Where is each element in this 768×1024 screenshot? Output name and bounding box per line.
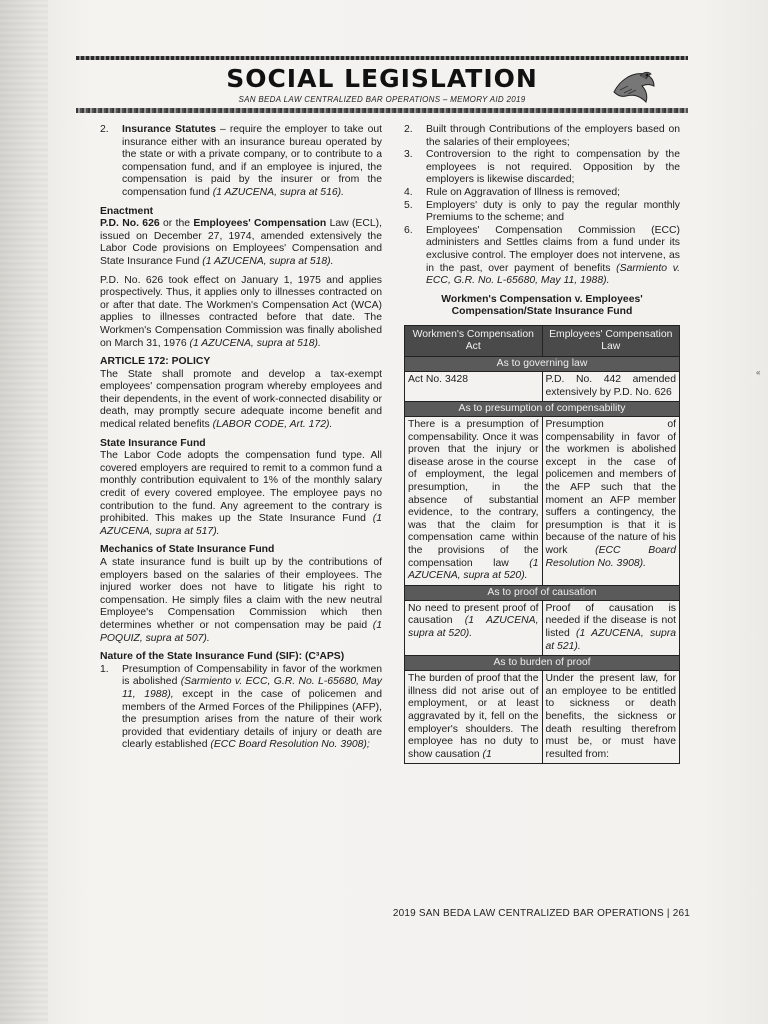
table-band-row — [405, 585, 680, 600]
term: Insurance Statutes — [122, 124, 217, 135]
citation: (ECC Board Resolution No. 3908). — [545, 545, 676, 569]
table-cell: P.D. No. 442 amended extensively by P.D. No. 626 — [542, 371, 680, 401]
citation: (1 AZUCENA, supra at 521). — [545, 628, 676, 652]
paragraph — [100, 218, 382, 268]
column-header: Employees' Compensation Law — [542, 325, 680, 356]
list-item — [404, 124, 680, 149]
list-text: Built through Contributions of the employers based on the salaries of their employees; — [426, 124, 680, 148]
body-text: – require the employer to take out insurance either with an insurance bureau operated by the state or with a private company, or to contribute to a compensation fund, and if an employee is injured, the compensation is paid by the insurer or from the compensation fund — [122, 124, 383, 198]
page-header — [76, 50, 688, 114]
table-cell — [542, 417, 680, 586]
body-text: A state insurance fund is built up by the contributions of employers based on the salaries of their employees. The injured worker does not have to litigate his right to compensation. He simply files a claim with the new neutral Employee's Compensation Commission which then determines whether or not compensation may be paid — [100, 557, 382, 631]
table-row — [405, 600, 680, 655]
citation: (Sarmiento v. ECC, G.R. No. L-65680, May 11, 1988), — [122, 676, 383, 700]
list-number: 5. — [404, 199, 413, 211]
section-heading: Nature of the State Insurance Fund (SIF): (C³APS) — [100, 651, 345, 663]
body-text: The State shall promote and develop a tax-exempt employees' compensation program whereby employees and their dependents, in the event of work-connected disability or death, may promptly secure adequate income benefit and medical related benefits — [100, 368, 382, 431]
table-band-row — [405, 656, 680, 671]
citation: (1 AZUCENA, supra at 518). — [189, 337, 321, 349]
table-band: As to proof of causation — [405, 585, 680, 600]
body-text: or the — [159, 218, 194, 230]
table-band: As to presumption of compensability — [405, 402, 680, 417]
list-text: Controversion to the right to compensation by the employees is not required. Opposition by the employers is likewise discarded; — [426, 149, 680, 186]
list-text — [122, 124, 382, 200]
list-item — [404, 187, 680, 200]
list-number: 2. — [100, 124, 109, 135]
body-text: P.D. No. 626 took effect on January 1, 1975 and applies prospectively. Thus, it applies only to illnesses contracted on or after that date. The Workmen's Compensation Act (WCA) applies to illnesses contracted before that date. The Workmen's Compensation Commission was finally abolished on March 31, 1976 — [100, 274, 382, 349]
citation: (1 AZUCENA, supra at 520). — [408, 557, 539, 582]
table-cell: Under the present law, for an employee to be entitled to sickness or death benefits, the sickness or death resulting therefrom must be, or must have resulted from: — [542, 671, 680, 764]
body-text: Law (ECL), issued on December 27, 1974, amended extensively the Labor Code provisions on Employees' Compensation and State Insurance Fund — [100, 218, 382, 267]
list-text: Employers' duty is only to pay the regular monthly Premiums to the scheme; and — [426, 199, 680, 224]
cell-text: No need to present proof of causation — [408, 602, 539, 627]
scan-edge-shadow — [0, 0, 48, 1024]
list-item — [404, 149, 680, 187]
term: P.D. No. 626 — [100, 218, 160, 230]
cell-text: Proof of causation is needed if the disease is not listed — [545, 602, 676, 639]
citation: (1 AZUCENA, supra at 520). — [408, 615, 539, 639]
paragraph — [100, 369, 382, 432]
table-row — [405, 671, 680, 764]
list-number: 3. — [404, 149, 413, 161]
left-column — [100, 124, 382, 752]
citation: (ECC Board Resolution No. 3908); — [210, 739, 370, 751]
paragraph — [100, 557, 382, 645]
column-header: Workmen's Compensation Act — [405, 325, 543, 356]
list-text: Rule on Aggravation of Illness is removed; — [426, 186, 621, 198]
body-text: Presumption of Compensability in favor of the workmen is abolished — [122, 663, 382, 688]
list-number: 2. — [404, 124, 413, 135]
table-band: As to burden of proof — [405, 656, 680, 671]
paragraph — [100, 450, 382, 538]
body-text: except in the case of policemen and members of the Armed Forces of the Philippines (AFP), the presumption arises from the nature of their work provided that evidentiary details of injury or death are clearly established — [122, 688, 382, 751]
list-number: 1. — [100, 663, 109, 675]
citation: (1 — [482, 748, 492, 760]
section-heading: Enactment — [100, 205, 154, 217]
citation: (LABOR CODE, Art. 172). — [212, 419, 333, 431]
table-cell: Act No. 3428 — [405, 371, 543, 401]
right-column — [404, 124, 680, 764]
list-text — [122, 664, 382, 752]
paragraph — [100, 275, 382, 351]
term: Employees' Compensation — [193, 218, 327, 230]
list-item — [404, 200, 680, 225]
citation: (1 POQUIZ, supra at 507). — [100, 619, 382, 644]
table-cell — [405, 417, 543, 586]
page-title: SOCIAL LEGISLATION — [226, 64, 538, 93]
list-text — [426, 225, 680, 288]
list-number: 4. — [404, 186, 413, 198]
table-heading: Workmen's Compensation v. Employees' Compensation/State Insurance Fund — [441, 293, 643, 318]
section-heading: State Insurance Fund — [100, 437, 206, 449]
cell-text: Presumption of compensability in favor of the workmen is abolished except in the case of policemen and members of the AFP such that the moment an AFP member suffers a contingency, the presumption is that it is because of the nature of his work — [545, 419, 676, 557]
header-rule-top — [76, 56, 688, 60]
table-band-row — [405, 402, 680, 417]
page-footer — [360, 908, 690, 919]
margin-mark: « — [756, 368, 761, 377]
section-heading: ARTICLE 172: POLICY — [100, 356, 211, 368]
citation: (Sarmiento v. ECC, G.R. No. L-65680, May 11, 1988). — [426, 262, 681, 287]
comparison-table — [404, 325, 680, 764]
footer-text: 2019 SAN BEDA LAW CENTRALIZED BAR OPERATIONS — [392, 908, 664, 919]
table-cell — [405, 671, 543, 764]
list-item — [100, 124, 382, 200]
page-number: 261 — [672, 908, 690, 919]
section-heading: Mechanics of State Insurance Fund — [100, 544, 275, 556]
list-item — [404, 225, 680, 288]
header-rule-bottom — [76, 108, 688, 113]
table-band-row — [405, 356, 680, 371]
body-text: Employees' Compensation Commission (ECC) administers and Settles claims from a fund under its exclusive control. The employer does not intervene, as in the past, over payment of benefits — [426, 224, 680, 274]
citation: (1 AZUCENA, supra at 516). — [212, 186, 344, 198]
table-row — [405, 371, 680, 401]
list-item — [100, 664, 382, 752]
table-header-row — [405, 325, 680, 356]
table-cell — [542, 600, 680, 655]
footer-separator: | — [666, 908, 670, 919]
table-band: As to governing law — [405, 356, 680, 371]
eagle-logo-icon — [610, 62, 658, 110]
citation: (1 AZUCENA, supra at 518). — [202, 255, 334, 267]
cell-text: The burden of proof that the illness did not arise out of employment, or at least aggravated by it, fell on the employer's shoulders. The employee has no duty to show causation — [408, 673, 539, 760]
list-number: 6. — [404, 224, 413, 236]
cell-text: There is a presumption of compensability. Once it was proven that the injury or disease arose in the course of employment, the legal presumption, in the absence of substantial evidence, to the contrary, was that the claim for compensation came within the provisions of the compensation law — [408, 419, 539, 569]
table-row — [405, 417, 680, 586]
body-text: The Labor Code adopts the compensation fund type. All covered employers are required to remit to a common fund a monthly contribution equivalent to 1% of the monthly salary credit of every covered employee. The employee pays no contribution to the fund. Any agreement to the contrary is prohibited. This makes up the State Insurance Fund — [100, 450, 382, 525]
table-cell — [405, 600, 543, 655]
citation: (1 AZUCENA, supra at 517). — [100, 513, 382, 537]
page-subtitle: SAN BEDA LAW CENTRALIZED BAR OPERATIONS – MEMORY AID 2019 — [238, 95, 526, 104]
